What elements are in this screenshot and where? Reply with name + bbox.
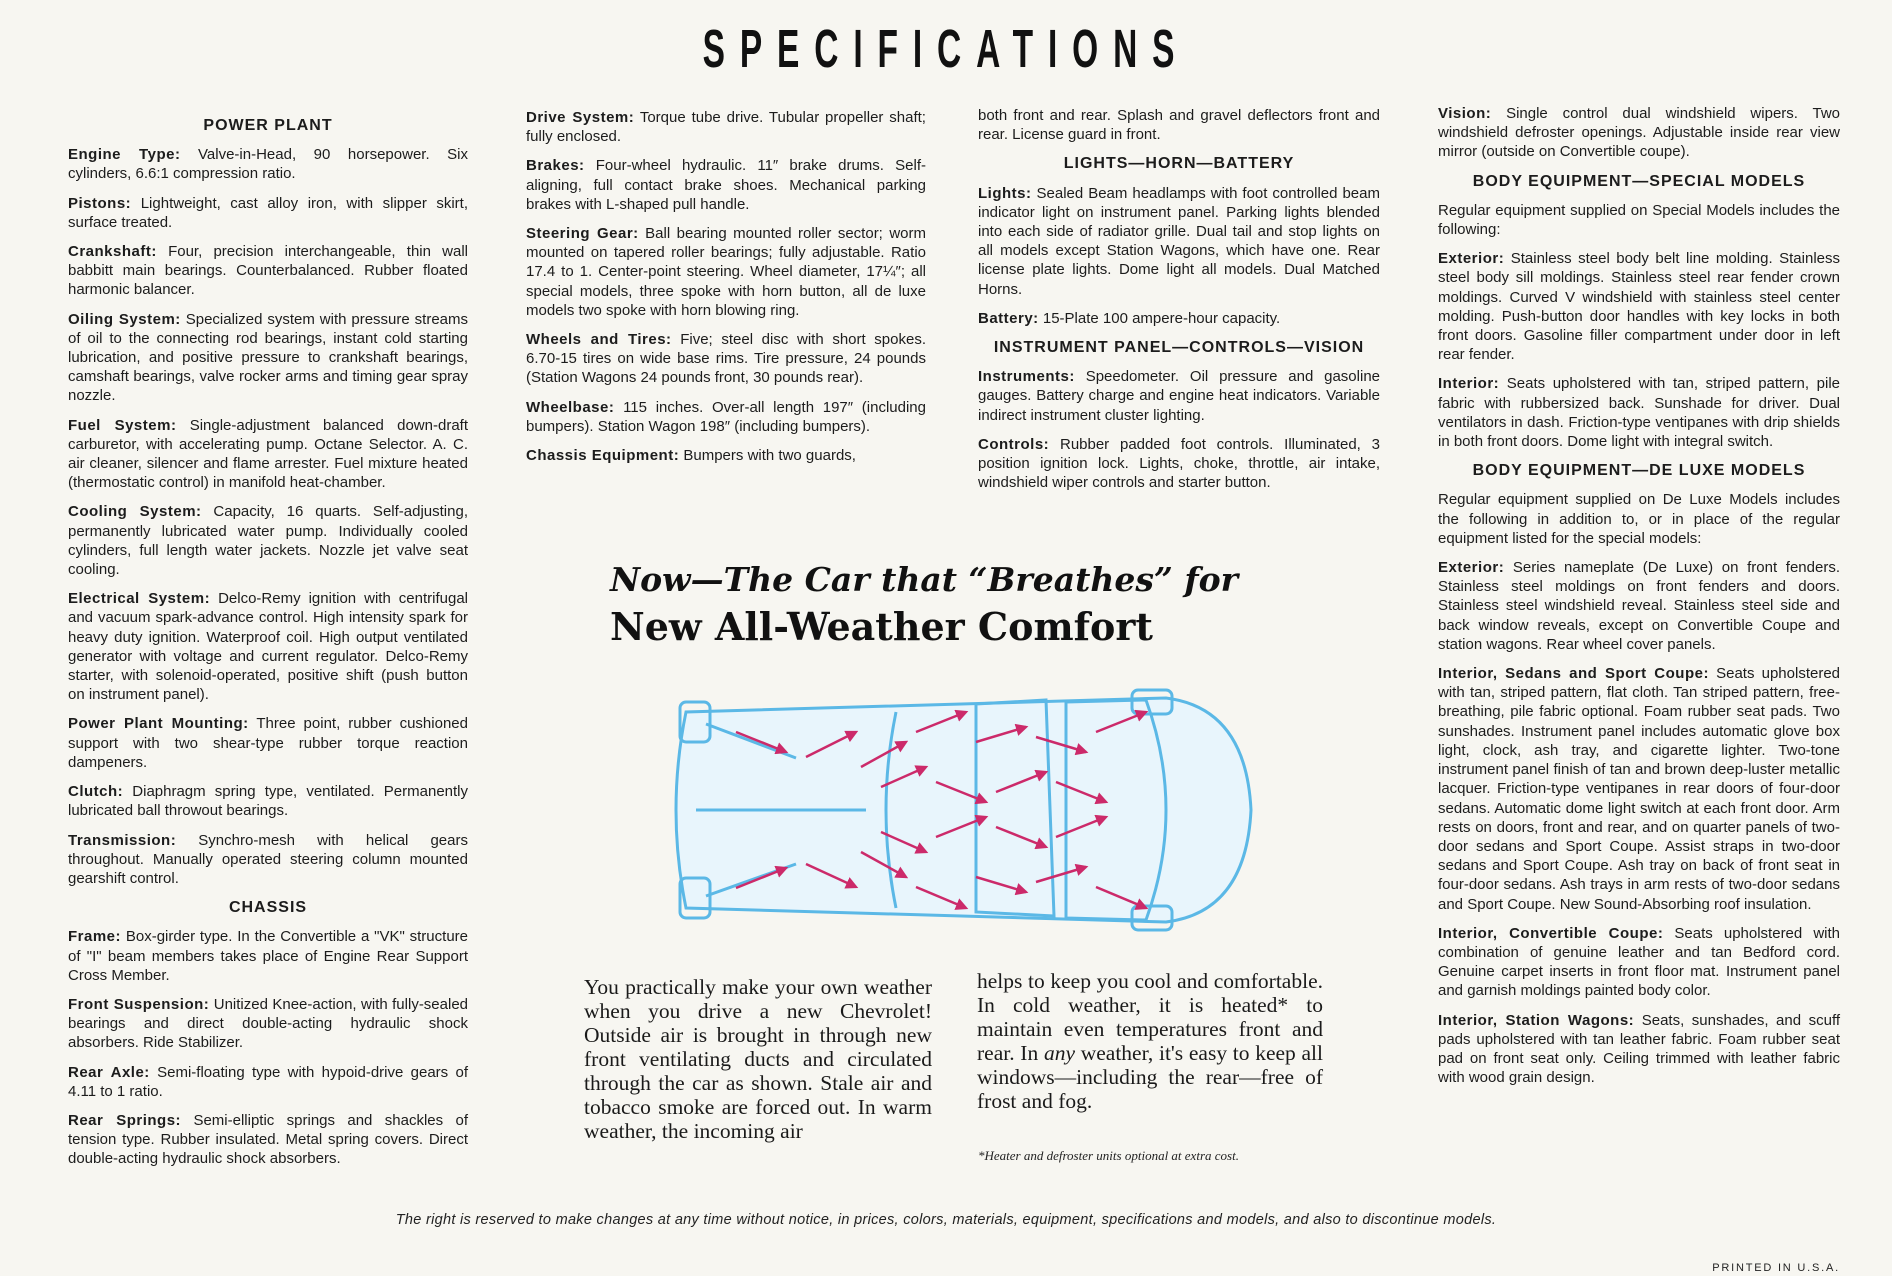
car-airflow-diagram-icon bbox=[646, 672, 1266, 948]
spec-label: Instruments: bbox=[978, 368, 1075, 386]
spec-text: Synchro-mesh with helical gears throughout. Manually operated steering column mounted gearshift control. bbox=[68, 831, 468, 887]
feature-body-right-b: weather, it's easy to keep all windows—including the rear—free of frost and fog. bbox=[977, 1041, 1323, 1113]
spec-pistons bbox=[68, 194, 468, 232]
spec-label: Steering Gear: bbox=[526, 225, 639, 243]
spec-text: Capacity, 16 quarts. Self-adjusting, permanently lubricated water pump. Individually cooled cylinders, full length water jackets. Nozzle jet valve seat cooling. bbox=[68, 503, 468, 579]
spec-column-1 bbox=[68, 110, 468, 1179]
spec-label: Wheelbase: bbox=[526, 398, 615, 416]
spec-vision bbox=[1438, 104, 1840, 162]
spec-label: Brakes: bbox=[526, 157, 585, 175]
spec-text: 115 inches. Over-all length 197″ (including bumpers). Station Wagon 198″ (including bumpers). bbox=[526, 398, 926, 435]
spec-text: Five; steel disc with short spokes. 6.70-15 tires on wide base rims. Tire pressure, 24 pounds (Station Wagons 24 pounds front, 30 pounds rear). bbox=[526, 331, 927, 387]
spec-text: Rubber padded foot controls. Illuminated, 3 position ignition lock. Lights, choke, throttle, air intake, windshield wiper controls and starter button. bbox=[978, 435, 1380, 492]
spec-interior-station-wagons bbox=[1438, 1011, 1840, 1088]
spec-text: Bumpers with two guards, bbox=[683, 447, 856, 465]
section-heading-instrument-panel: INSTRUMENT PANEL—CONTROLS—VISION bbox=[993, 339, 1365, 357]
spec-label: Rear Axle: bbox=[68, 1063, 150, 1081]
spec-label: Rear Springs: bbox=[68, 1111, 182, 1129]
spec-drive bbox=[526, 108, 926, 146]
spec-text: Seats upholstered with combination of genuine leather and tan Bedford cord. Genuine carpet inserts in front floor mat. Instrument panel and garnish moldings painted body color. bbox=[1438, 924, 1840, 1000]
spec-label: Frame: bbox=[68, 928, 122, 946]
feature-footnote: *Heater and defroster units optional at extra cost. bbox=[978, 1148, 1239, 1163]
spec-text: Torque tube drive. Tubular propeller shaft; fully enclosed. bbox=[526, 109, 926, 146]
spec-label: Wheels and Tires: bbox=[526, 331, 672, 349]
section-heading-chassis: CHASSIS bbox=[228, 899, 308, 917]
spec-label: Electrical System: bbox=[68, 590, 211, 608]
spec-label: Engine Type: bbox=[68, 146, 181, 164]
spec-text: Unitized Knee-action, with fully-sealed bearings and direct double-acting hydraulic shock absorbers. Ride Stabilizer. bbox=[68, 995, 469, 1052]
spec-label: Chassis Equipment: bbox=[526, 447, 680, 465]
spec-label: Lights: bbox=[978, 184, 1032, 202]
spec-oiling bbox=[68, 310, 468, 406]
feature-body-left: You practically make your own weather when you drive a new Chevrolet! Outside air is brought in through new front ventilating ducts and circulated through the car as shown. Stale air and tobacco smoke are forced out. In warm weather, the incoming air bbox=[584, 975, 932, 1143]
spec-front-suspension bbox=[68, 995, 468, 1053]
spec-special-interior bbox=[1438, 374, 1840, 451]
spec-label: Front Suspension: bbox=[68, 995, 210, 1013]
spec-wheelbase bbox=[526, 398, 926, 436]
spec-text: Sealed Beam headlamps with foot controlled beam indicator light on instrument panel. Parking lights blended into each side of radiator grille. Dual tail and stop lights on all models except Station Wagons, which have one. Rear license plate lights. Dome light all models. Dual Matched Horns. bbox=[978, 184, 1380, 298]
spec-text: Speedometer. Oil pressure and gasoline gauges. Battery charge and engine heat indicators. Variable indirect instrument cluster lighting. bbox=[978, 368, 1381, 424]
spec-text: Semi-floating type with hypoid-drive gears of 4.11 to 1 ratio. bbox=[68, 1063, 468, 1100]
spec-text: Seats upholstered with tan, striped pattern, pile fabric with rubbersized back. Sunshade for driver. Dual ventilators in dash. Friction-type ventipanes with drip shields in both front doors. Dome light with integral switch. bbox=[1438, 375, 1840, 451]
spec-label: Fuel System: bbox=[68, 416, 177, 434]
spec-special-intro: Regular equipment supplied on Special Models includes the following: bbox=[1438, 201, 1840, 239]
spec-label: Power Plant Mounting: bbox=[68, 715, 249, 733]
spec-controls bbox=[978, 435, 1380, 493]
spec-deluxe-intro: Regular equipment supplied on De Luxe Models includes the following in addition to, or in place of the regular equipment listed for the special models: bbox=[1438, 491, 1840, 547]
spec-column-3 bbox=[978, 106, 1380, 502]
spec-text: Seats, sunshades, and scuff pads upholstered with tan leather fabric. Foam rubber seat pad on front seat only. Ceiling trimmed with leather fabric with wood grain design. bbox=[1438, 1011, 1841, 1087]
feature-body-right-a: helps to keep you cool and comfortable. In cold weather, it is heated* to maintain even temperatures front and rear. In bbox=[977, 969, 1323, 1065]
spec-text: Series nameplate (De Luxe) on front fenders. Stainless steel moldings on front fenders and doors. Stainless steel windshield reveal. Stainless steel side and back window reveals, except on Convertible Coupe and station wagons. Rear wheel cover panels. bbox=[1438, 559, 1840, 653]
spec-label: Pistons: bbox=[68, 194, 132, 212]
page-title: SPECIFICATIONS bbox=[702, 19, 1190, 79]
spec-electrical bbox=[68, 589, 468, 704]
spec-label: Vision: bbox=[1438, 105, 1492, 122]
spec-label: Interior, Convertible Coupe: bbox=[1438, 924, 1664, 942]
spec-label: Clutch: bbox=[68, 783, 124, 801]
footer-disclaimer: The right is reserved to make changes at any time without notice, in prices, colors, materials, equipment, specifications and models, and also to discontinue models. bbox=[395, 1212, 1497, 1228]
spec-wheels bbox=[526, 330, 926, 388]
section-heading-deluxe-models: BODY EQUIPMENT—DE LUXE MODELS bbox=[1472, 462, 1806, 480]
spec-column-4 bbox=[1438, 104, 1840, 1097]
spec-text: Single control dual windshield wipers. Two windshield defroster openings. Adjustable inside rear view mirror (outside on Convertible coupe). bbox=[1438, 105, 1840, 161]
spec-brakes bbox=[526, 156, 926, 214]
section-heading-special-models: BODY EQUIPMENT—SPECIAL MODELS bbox=[1472, 172, 1806, 190]
spec-text: Stainless steel body belt line molding. Stainless steel body sill moldings. Stainless steel rear fender crown moldings. Curved V windshield with stainless steel center molding. Push-button door handles with key locks in both front doors. Gasoline filler compartment under door in left rear fender. bbox=[1438, 250, 1840, 364]
spec-engine bbox=[68, 145, 468, 183]
spec-label: Drive System: bbox=[526, 109, 635, 126]
spec-chassis-equipment-continued: both front and rear. Splash and gravel deflectors front and rear. License guard in front. bbox=[978, 107, 1380, 144]
spec-text: Single-adjustment balanced down-draft carburetor, with accelerating pump. Octane Selector. A. C. air cleaner, silencer and flame arrester. Fuel mixture heated (thermostatic control) in manifold heat-chamber. bbox=[68, 416, 468, 492]
spec-label: Interior: bbox=[1438, 375, 1500, 393]
spec-rear-axle bbox=[68, 1063, 468, 1101]
spec-chassis-equipment bbox=[526, 446, 926, 465]
spec-text: Valve-in-Head, 90 horsepower. Six cylinders, 6.6:1 compression ratio. bbox=[68, 146, 469, 183]
spec-crankshaft bbox=[68, 242, 468, 300]
spec-label: Crankshaft: bbox=[68, 243, 157, 261]
spec-label: Interior, Sedans and Sport Coupe: bbox=[1438, 665, 1709, 683]
spec-steering bbox=[526, 224, 926, 320]
feature-body-right bbox=[977, 969, 1323, 1113]
spec-fuel bbox=[68, 416, 468, 493]
spec-label: Interior, Station Wagons: bbox=[1438, 1011, 1635, 1029]
spec-label: Oiling System: bbox=[68, 310, 181, 328]
spec-instruments bbox=[978, 367, 1380, 425]
spec-label: Battery: bbox=[978, 309, 1039, 327]
spec-clutch bbox=[68, 782, 468, 820]
spec-text: Box-girder type. In the Convertible a "VK" structure of "I" beam members takes place of Engine Rear Support Cross Member. bbox=[68, 928, 468, 984]
feature-body-right-emphasis: any bbox=[1043, 1041, 1075, 1065]
spec-text: Lightweight, cast alloy iron, with slipper skirt, surface treated. bbox=[68, 194, 468, 231]
spec-text: Four, precision interchangeable, thin wall babbitt main bearings. Counterbalanced. Rubber floated harmonic balancer. bbox=[68, 243, 468, 299]
spec-text: Specialized system with pressure streams of oil to the connecting rod bearings, instant cold starting lubrication, and positive pressure to crankshaft bearings, camshaft bearings, valve rocker arms and timing gear spray nozzle. bbox=[68, 310, 469, 405]
spec-battery bbox=[978, 309, 1380, 328]
spec-interior-convertible bbox=[1438, 924, 1840, 1001]
spec-cooling bbox=[68, 502, 468, 579]
spec-text: Three point, rubber cushioned support with two shear-type rubber torque reaction dampeners. bbox=[68, 715, 468, 771]
spec-text: 15-Plate 100 ampere-hour capacity. bbox=[1042, 309, 1281, 327]
spec-rear-springs bbox=[68, 1111, 468, 1169]
spec-text: Semi-elliptic springs and shackles of tension type. Rubber insulated. Metal spring covers. Direct double-acting hydraulic shock absorbers. bbox=[68, 1111, 469, 1168]
feature-headline-line-1: Now—The Car that “Breathes” for bbox=[610, 560, 1238, 599]
car-outline bbox=[676, 690, 1251, 930]
spec-text: Ball bearing mounted roller sector; worm mounted on tapered roller bearings; fully adjustable. Ratio 17.4 to 1. Center-point steering. Wheel diameter, 17¼″; all special models, three spoke with horn button, all de luxe models two spoke with horn blowing ring. bbox=[526, 225, 926, 319]
spec-special-exterior bbox=[1438, 249, 1840, 364]
feature-headline-line-2: New All-Weather Comfort bbox=[610, 604, 1153, 649]
section-heading-power-plant: POWER PLANT bbox=[203, 117, 333, 134]
spec-text: Seats upholstered with tan, striped pattern, flat cloth. Tan striped pattern, free-breathing, pile fabric optional. Foam rubber seat pads. Two sunshades. Instrument panel includes automatic glove box light, clock, ash tray, and cigarette lighter. Two-tone instrument panel finish of tan and brown deep-luster metallic lacquer. Friction-type ventipanes in rear doors of four-door sedans. Automatic dome light switch at each front door. Arm rests on doors, front and rear, and on quarter panels of two-door sedans and Sport Coupe. Assist straps in two-door sedans and Sport Coupe. Ash tray on back of front seat in four-door sedans. Ash trays in arm rests of two-door sedans and Sport Coupe. New Sound-Absorbing roof insulation. bbox=[1438, 665, 1841, 913]
spec-label: Transmission: bbox=[68, 831, 177, 849]
spec-label: Cooling System: bbox=[68, 503, 202, 521]
spec-text: Four-wheel hydraulic. 11″ brake drums. Self-aligning, full contact brake shoes. Mechanical parking brakes with L-shaped pull handle. bbox=[526, 157, 927, 213]
spec-frame bbox=[68, 927, 468, 985]
spec-column-2 bbox=[526, 108, 926, 475]
printed-in-usa: PRINTED IN U.S.A. bbox=[1712, 1262, 1840, 1274]
spec-transmission bbox=[68, 831, 468, 889]
spec-lights bbox=[978, 184, 1380, 299]
section-heading-lights: LIGHTS—HORN—BATTERY bbox=[1063, 155, 1295, 173]
spec-text: Diaphragm spring type, ventilated. Permanently lubricated ball throwout bearings. bbox=[68, 783, 469, 820]
spec-label: Exterior: bbox=[1438, 559, 1505, 577]
spec-label: Exterior: bbox=[1438, 250, 1505, 268]
spec-deluxe-exterior bbox=[1438, 558, 1840, 654]
spec-label: Controls: bbox=[978, 435, 1050, 453]
spec-text: Delco-Remy ignition with centrifugal and vacuum spark-advance control. High intensity spark for heavy duty ignition. Waterproof coil. High output ventilated generator with voltage and current regulator. Delco-Remy starter, with solenoid-operated, positive shift (push button on instrument panel). bbox=[68, 590, 468, 704]
spec-interior-sedans bbox=[1438, 664, 1840, 914]
spec-mounting bbox=[68, 714, 468, 772]
